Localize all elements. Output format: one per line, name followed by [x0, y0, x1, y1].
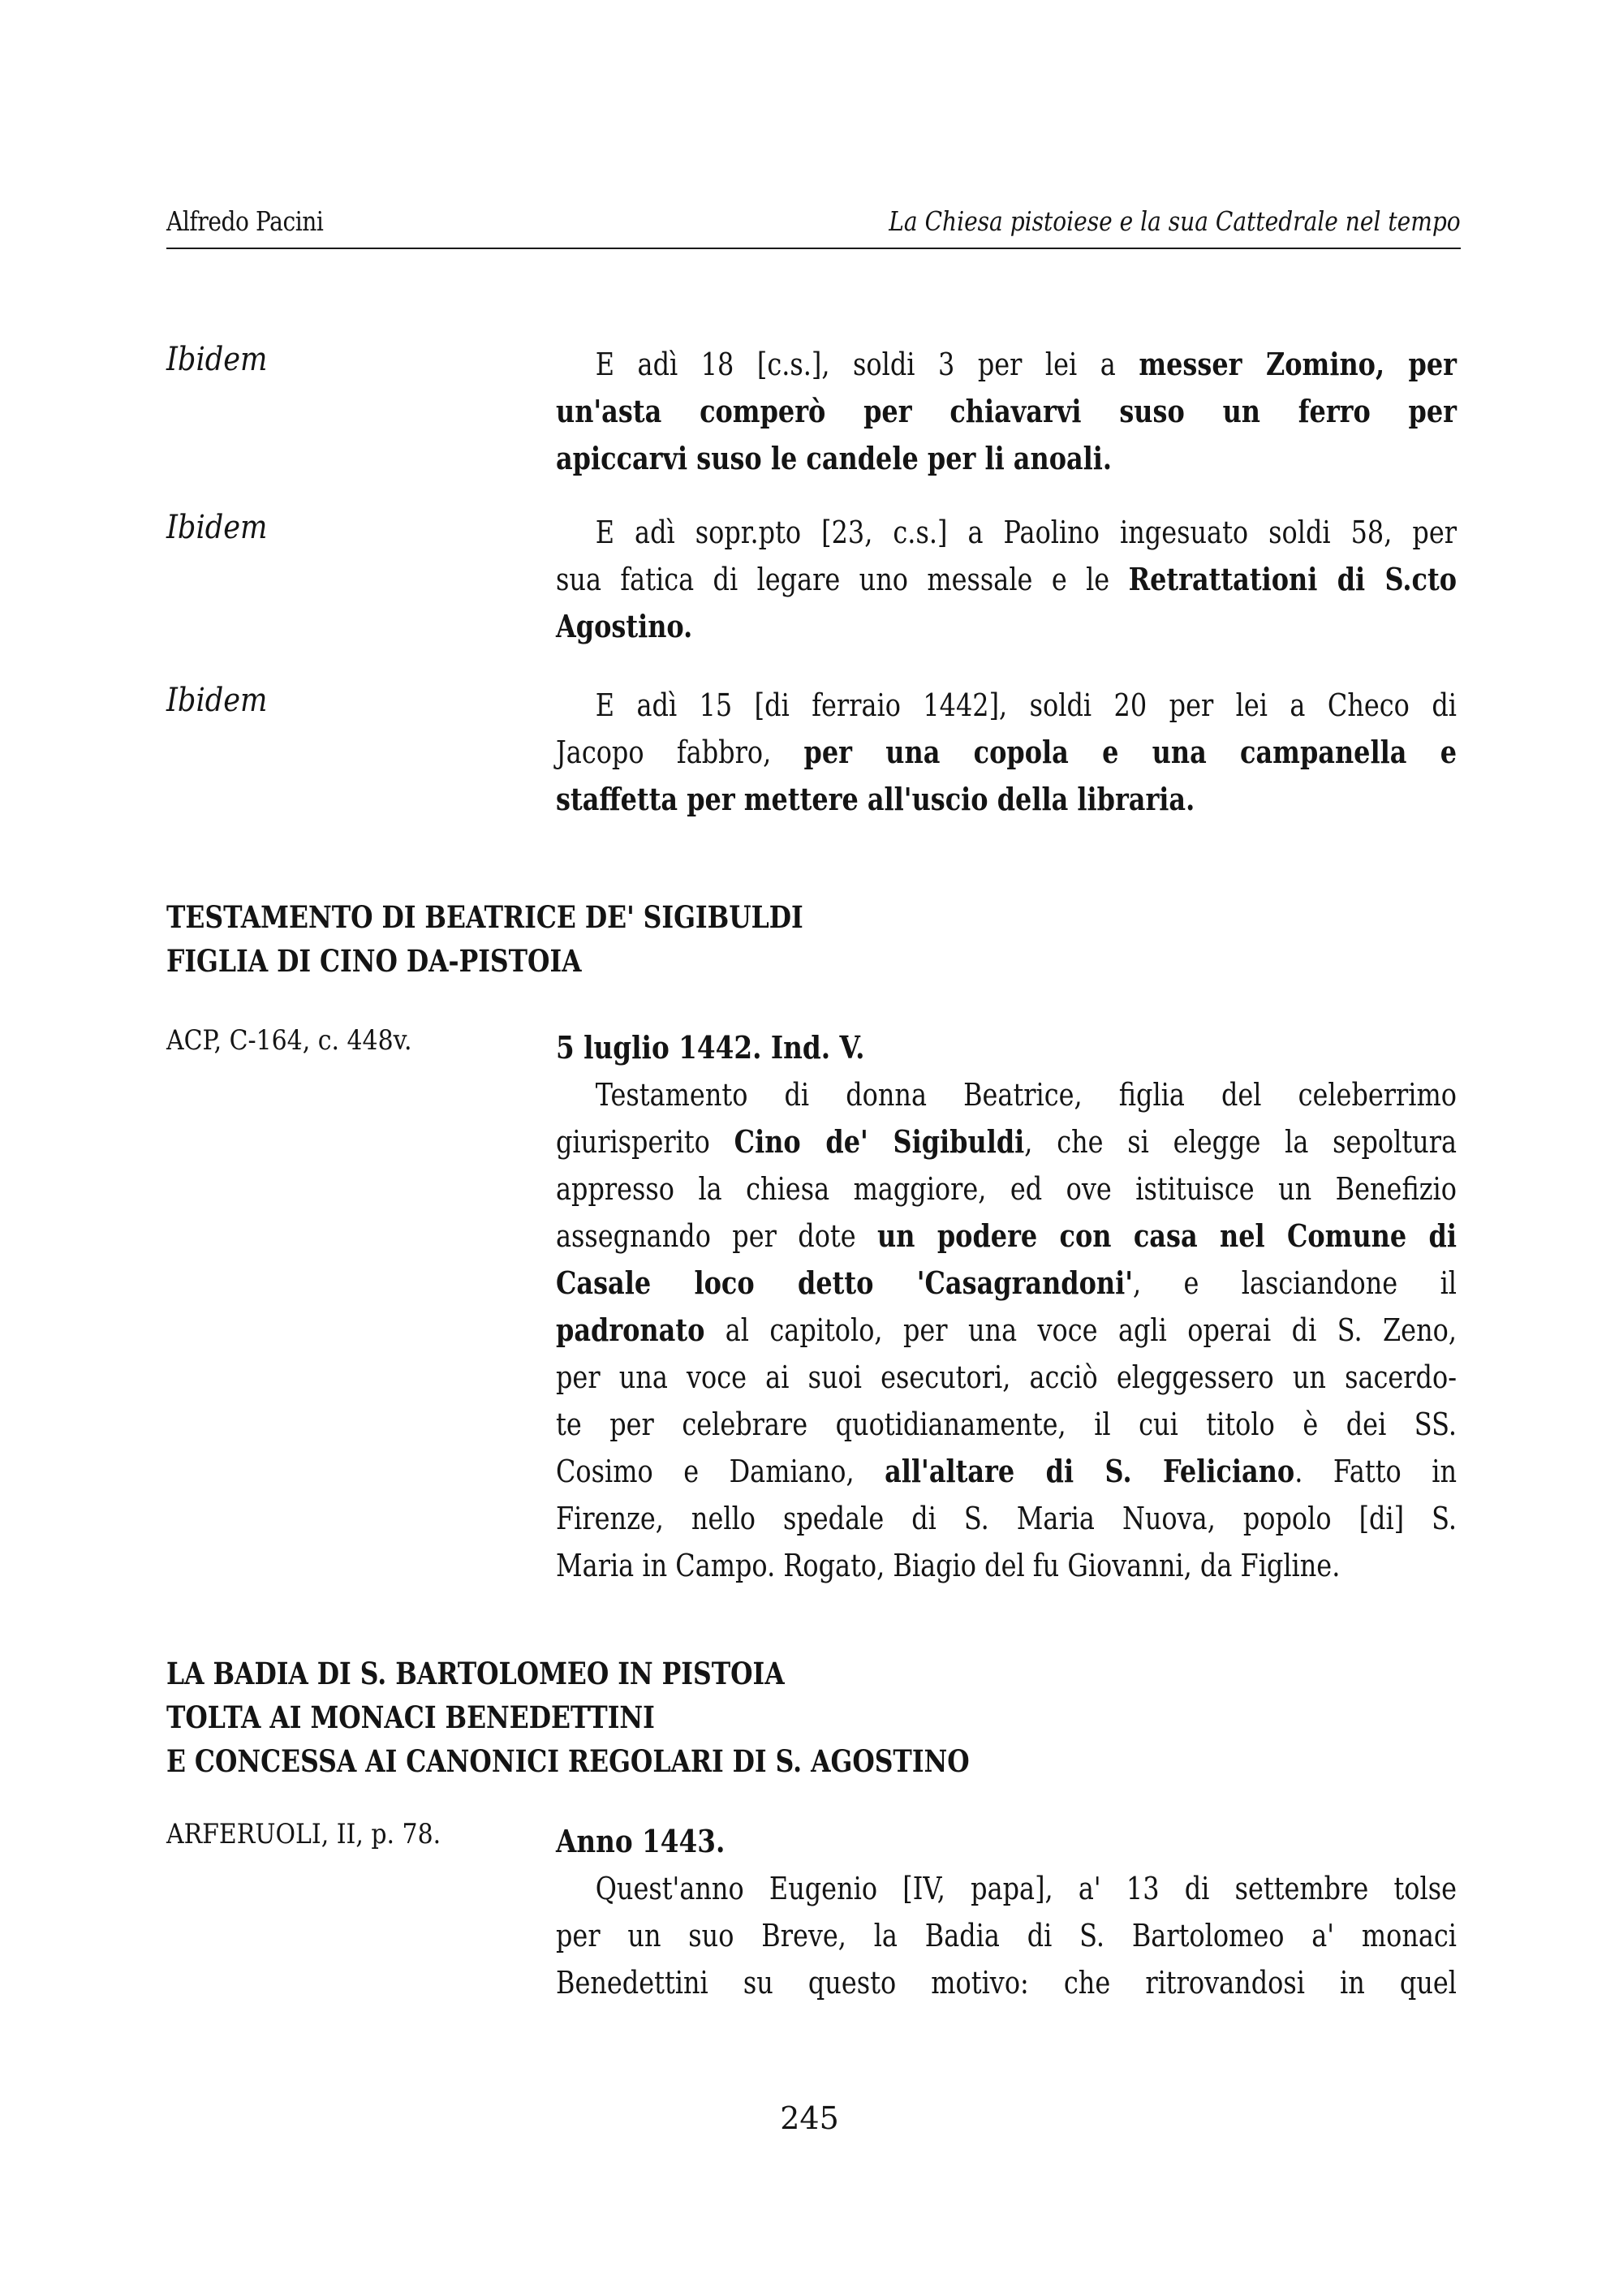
text-line	[556, 729, 1457, 776]
text-line-content	[556, 1118, 1457, 1165]
text-line-content	[556, 1213, 1457, 1260]
bold-text-run: staffetta per mettere all'uscio della libraria.	[556, 781, 1195, 817]
section-title-line: TOLTA AI MONACI BENEDETTINI	[166, 1699, 655, 1735]
text-line-content	[556, 1495, 1457, 1542]
text-line-content	[556, 1071, 1457, 1118]
text-line-content	[556, 1912, 1457, 1959]
bold-text-run: per una copola e una campanella e	[803, 734, 1458, 770]
text-run: , che si elegge la sepoltura	[1024, 1124, 1457, 1160]
text-run: . Fatto in	[1294, 1454, 1458, 1489]
bold-text-run: Retrattationi di S.cto	[1128, 561, 1458, 597]
text-line	[556, 1959, 1457, 2006]
text-run: Testamento di donna Beatrice, figlia del celeberrimo	[595, 1077, 1457, 1113]
text-run: E adì sopr.pto [23, c.s.] a Paolino ingesuato soldi 58, per	[595, 515, 1457, 550]
text-line	[556, 1912, 1457, 1959]
text-run: te per celebrare quotidianamente, il cui titolo è dei SS.	[556, 1406, 1457, 1442]
text-run: Quest'anno Eugenio [IV, papa], a' 13 di settembre tolse	[595, 1871, 1457, 1906]
entry-body	[556, 1024, 1457, 1589]
text-run: assegnando per dote	[556, 1218, 878, 1254]
text-line	[556, 1118, 1457, 1165]
section-title-line: TESTAMENTO DI BEATRICE DE' SIGIBULDI	[166, 899, 803, 935]
text-line	[556, 1448, 1457, 1495]
text-run: , e lasciandone il	[1133, 1265, 1457, 1301]
text-run: giurisperito	[556, 1124, 734, 1160]
header-author: Alfredo Pacini	[166, 205, 324, 237]
text-run: per un suo Breve, la Badia di S. Bartolomeo a' monaci	[556, 1918, 1457, 1954]
entry-reference: Ibidem	[166, 682, 268, 719]
entry-text	[556, 1071, 1457, 1589]
bold-text-run: Cino de' Sigibuldi	[734, 1123, 1025, 1160]
entry-body	[556, 509, 1457, 650]
text-line-content	[556, 729, 1457, 776]
text-line-content	[556, 388, 1457, 435]
text-line-content	[556, 435, 1457, 482]
text-line-content	[556, 1165, 1457, 1213]
date-heading: 5 luglio 1442. Ind. V.	[556, 1029, 865, 1066]
text-line-content	[556, 1542, 1457, 1589]
bold-text-run: Casale loco detto 'Casagrandoni'	[556, 1264, 1134, 1301]
text-line	[556, 1260, 1457, 1307]
bold-text-run: messer Zomino, per	[1139, 346, 1458, 382]
text-run: E adì 18 [c.s.], soldi 3 per lei a	[595, 347, 1139, 382]
bold-text-run: all'altare di S. Feliciano	[885, 1453, 1295, 1489]
text-line	[556, 388, 1457, 435]
bold-text-run: padronato	[556, 1312, 705, 1348]
text-line	[556, 509, 1457, 556]
text-line	[556, 1495, 1457, 1542]
text-line	[556, 1865, 1457, 1912]
section-title-line: LA BADIA DI S. BARTOLOMEO IN PISTOIA	[166, 1656, 785, 1691]
entry-reference: Ibidem	[166, 341, 268, 378]
bold-text-run: Agostino.	[556, 608, 693, 644]
header-book-title: La Chiesa pistoiese e la sua Cattedrale nel tempo	[889, 205, 1461, 237]
text-line	[556, 682, 1457, 729]
text-line	[556, 435, 1457, 482]
entry-body	[556, 1818, 1457, 2006]
section-title	[166, 1652, 970, 1783]
text-run: al capitolo, per una voce agli operai di S. Zeno,	[704, 1312, 1457, 1348]
text-run: Benedettini su questo motivo: che ritrovandosi in quel	[556, 1965, 1457, 2001]
text-line-content	[556, 1865, 1457, 1912]
text-line-content	[556, 776, 1457, 823]
text-line	[556, 1401, 1457, 1448]
bold-text-run: apiccarvi suso le candele per li anoali.	[556, 440, 1113, 476]
section-title-line: E CONCESSA AI CANONICI REGOLARI DI S. AGOSTINO	[166, 1743, 970, 1779]
text-line-content	[556, 682, 1457, 729]
text-run: E adì 15 [di ferraio 1442], soldi 20 per lei a Checo di	[595, 687, 1457, 723]
text-run: Jacopo fabbro,	[556, 734, 804, 770]
text-line	[556, 1542, 1457, 1589]
text-line	[556, 1213, 1457, 1260]
text-line	[556, 1165, 1457, 1213]
text-line-content	[556, 341, 1457, 388]
text-run: Firenze, nello spedale di S. Maria Nuova, popolo [di] S.	[556, 1501, 1457, 1536]
entry-reference: ACP, C-164, c. 448v.	[166, 1024, 412, 1057]
text-line	[556, 776, 1457, 823]
text-run: Maria in Campo. Rogato, Biagio del fu Giovanni, da Figline.	[556, 1548, 1341, 1583]
text-line	[556, 1307, 1457, 1354]
entry-body	[556, 682, 1457, 823]
date-heading: Anno 1443.	[556, 1823, 726, 1859]
text-line-content	[556, 1260, 1457, 1307]
running-header	[166, 199, 1461, 249]
entry-reference: Ibidem	[166, 509, 268, 546]
entry-text	[556, 1865, 1457, 2006]
text-run: appresso la chiesa maggiore, ed ove istituisce un Benefizio	[556, 1171, 1457, 1207]
text-line	[556, 556, 1457, 603]
text-line	[556, 1071, 1457, 1118]
text-line-content	[556, 1401, 1457, 1448]
text-line-content	[556, 1354, 1457, 1401]
text-line	[556, 341, 1457, 388]
text-line	[556, 603, 1457, 650]
text-line	[556, 1354, 1457, 1401]
text-line-content	[556, 509, 1457, 556]
text-line-content	[556, 556, 1457, 603]
bold-text-run: un podere con casa nel Comune di	[877, 1217, 1457, 1254]
text-line-content	[556, 1307, 1457, 1354]
page-number: 245	[780, 2100, 839, 2136]
text-line-content	[556, 1959, 1457, 2006]
text-run: per una voce ai suoi esecutori, acciò eleggessero un sacerdo-	[556, 1359, 1457, 1395]
text-line-content	[556, 603, 1457, 650]
text-run: sua fatica di legare uno messale e le	[556, 562, 1129, 597]
entry-body	[556, 341, 1457, 482]
entry-reference: ARFERUOLI, II, p. 78.	[166, 1818, 441, 1850]
section-title-line: FIGLIA DI CINO DA-PISTOIA	[166, 943, 582, 979]
text-run: Cosimo e Damiano,	[556, 1454, 885, 1489]
bold-text-run: un'asta comperò per chiavarvi suso un ferro per	[556, 393, 1457, 429]
section-title	[166, 895, 803, 983]
text-line-content	[556, 1448, 1457, 1495]
